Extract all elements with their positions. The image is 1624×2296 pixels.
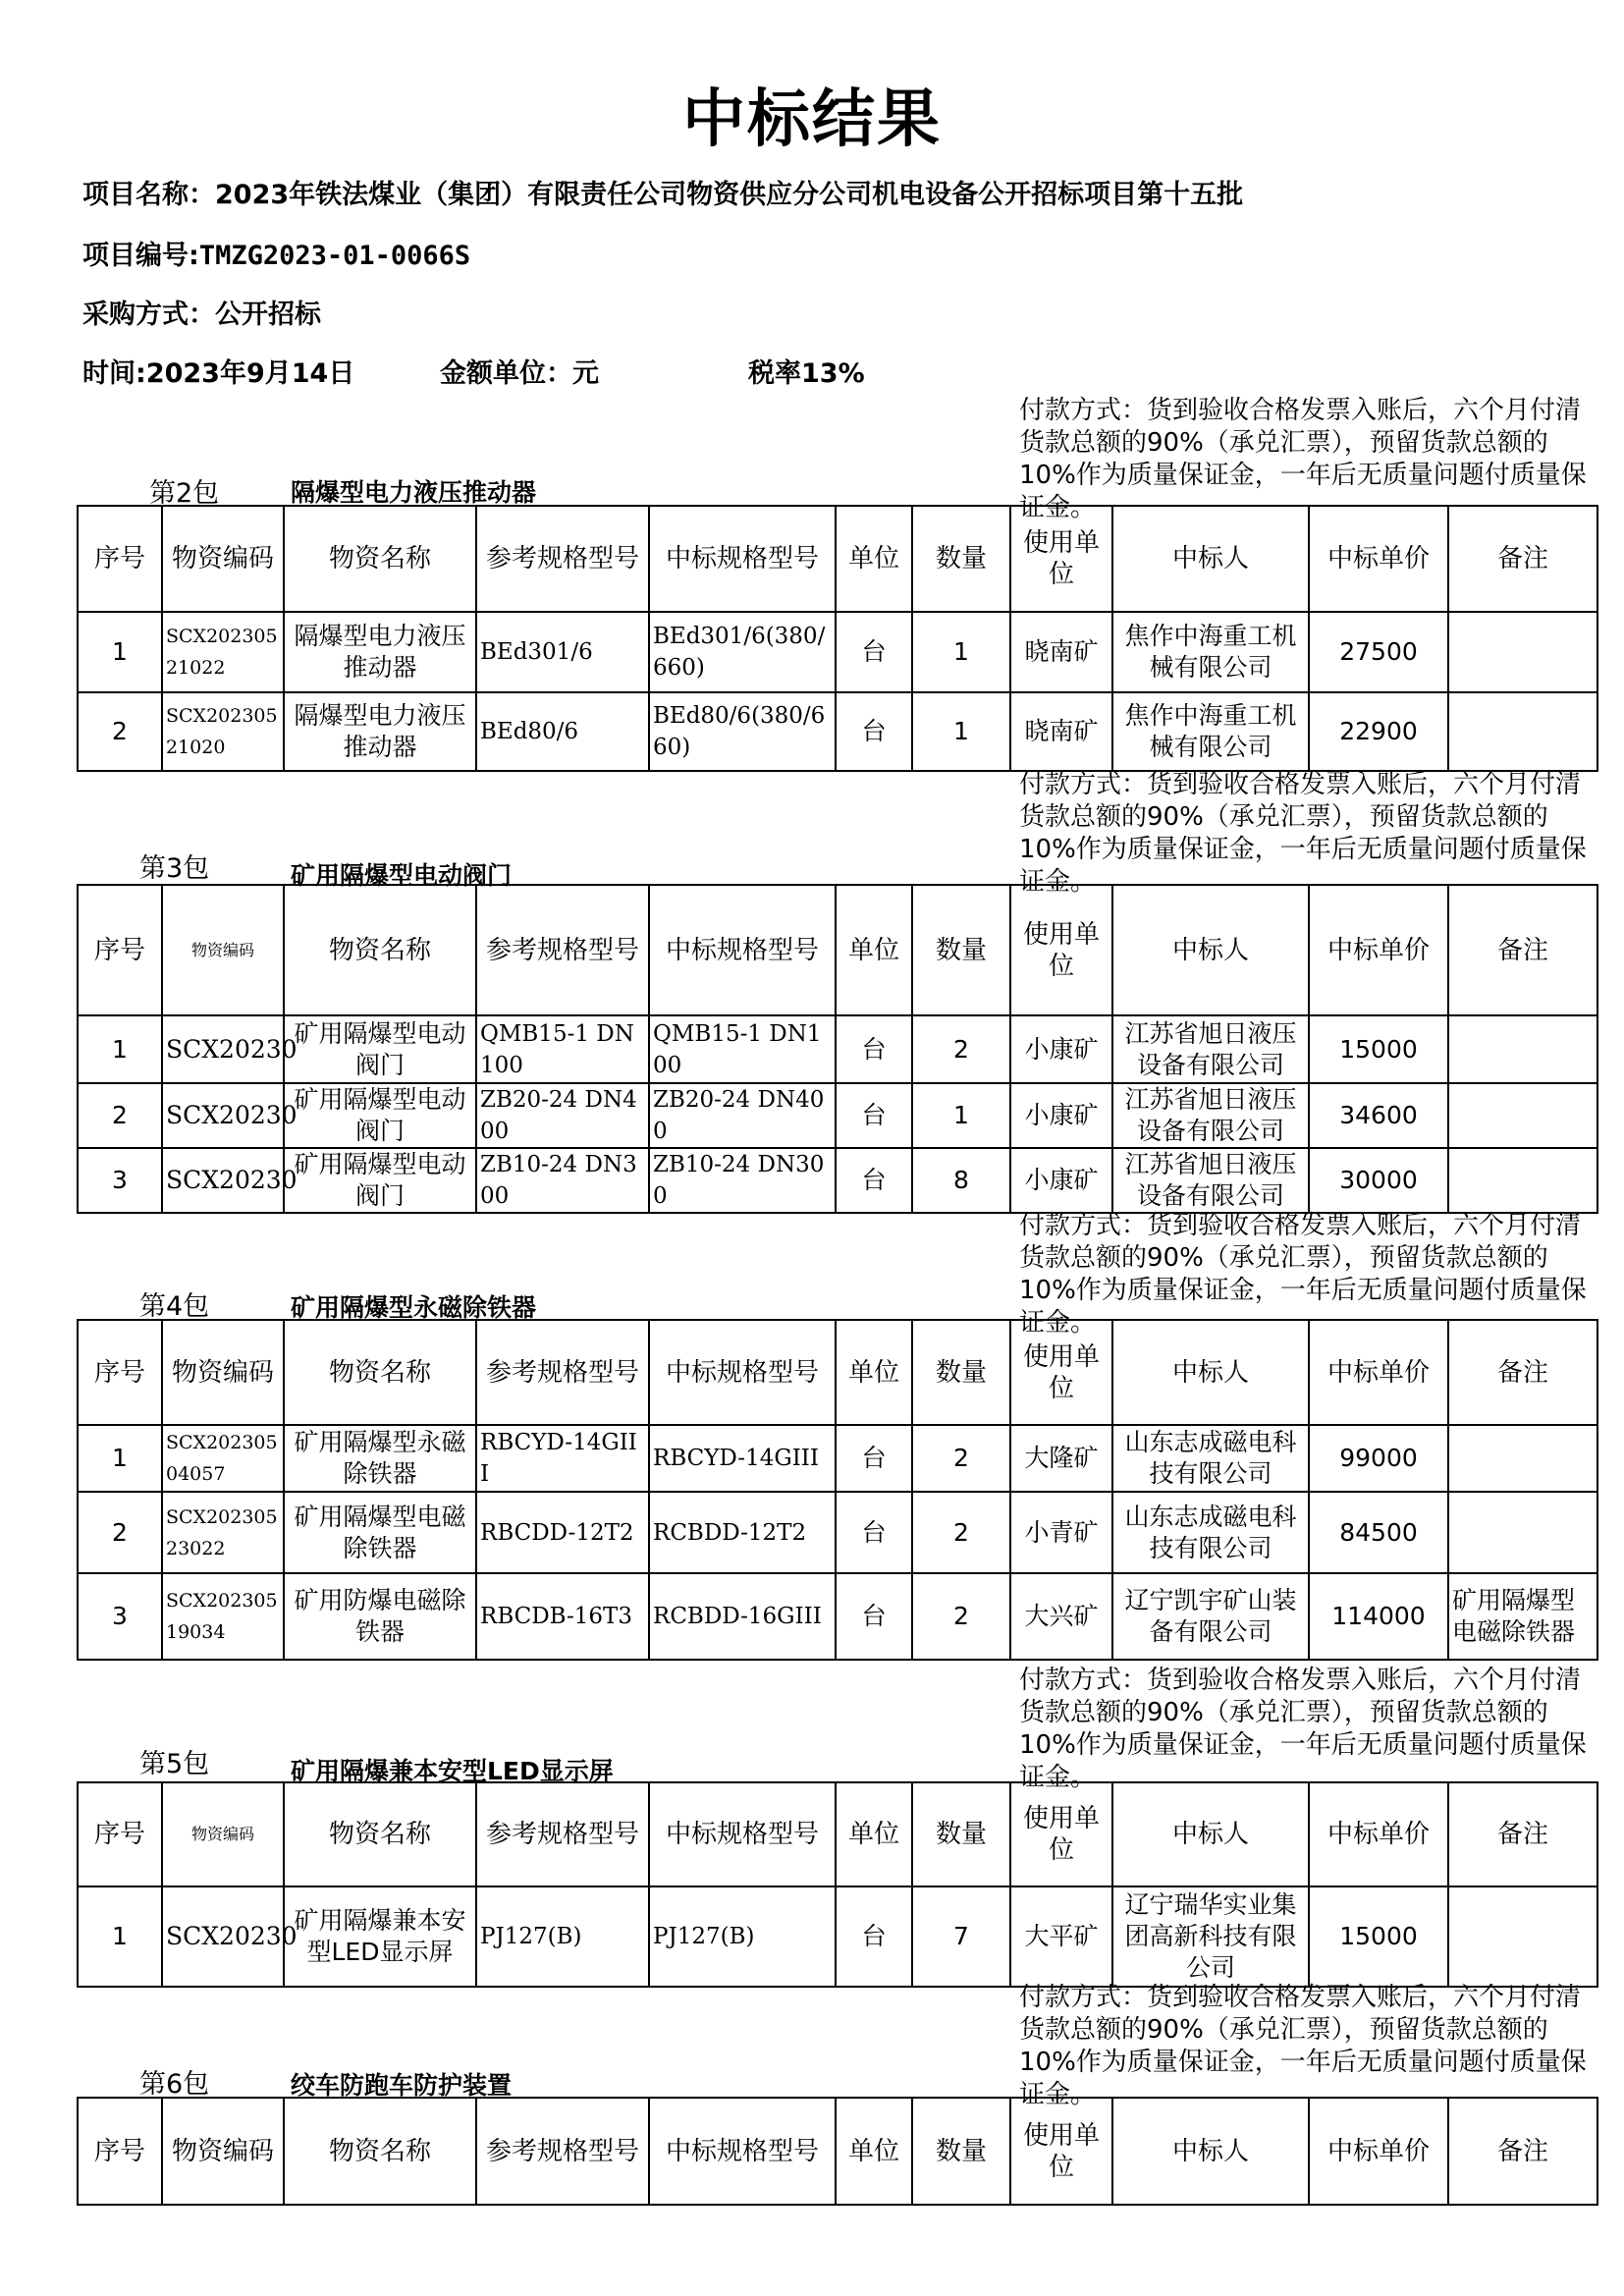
header-remark: 备注 xyxy=(1448,506,1597,612)
cell-winner: 辽宁瑞华实业集团高新科技有限公司 xyxy=(1112,1886,1309,1987)
time-value: 2023年9月14日 xyxy=(145,358,355,389)
header-unit: 单位 xyxy=(836,885,912,1015)
package-name: 矿用隔爆兼本安型LED显示屏 xyxy=(291,1757,614,1785)
cell-code: SCX20230 xyxy=(162,1015,284,1083)
cell-name: 矿用隔爆型电动阀门 xyxy=(284,1083,476,1148)
cell-qty: 8 xyxy=(912,1148,1010,1213)
cell-winner: 山东志成磁电科技有限公司 xyxy=(1112,1425,1309,1492)
cell-bid-spec: PJ127(B) xyxy=(649,1886,836,1987)
cell-ref-spec: BEd301/6 xyxy=(476,612,649,692)
cell-bid-spec: QMB15-1 DN100 xyxy=(649,1015,836,1083)
header-bid-spec: 中标规格型号 xyxy=(649,1782,836,1886)
cell-price: 34600 xyxy=(1309,1083,1448,1148)
header-name: 物资名称 xyxy=(284,1320,476,1425)
cell-code: SCX20230519034 xyxy=(162,1573,284,1660)
cell-qty: 2 xyxy=(912,1425,1010,1492)
header-unit: 单位 xyxy=(836,1320,912,1425)
header-winner: 中标人 xyxy=(1112,1782,1309,1886)
cell-bid-spec: BEd80/6(380/660) xyxy=(649,692,836,771)
time-label: 时间: xyxy=(82,358,146,389)
header-winner: 中标人 xyxy=(1112,1320,1309,1425)
cell-price: 99000 xyxy=(1309,1425,1448,1492)
cell-seq: 2 xyxy=(78,1492,162,1573)
cell-remark xyxy=(1448,692,1597,771)
package-number: 第2包 xyxy=(149,478,220,509)
tax-label: 税率 xyxy=(748,358,801,389)
cell-name: 矿用隔爆兼本安型LED显示屏 xyxy=(284,1886,476,1987)
cell-ref-spec: RBCYD-14GIII xyxy=(476,1425,649,1492)
cell-code: SCX20230 xyxy=(162,1083,284,1148)
table-row xyxy=(78,1886,1597,1987)
cell-code: SCX20230504057 xyxy=(162,1425,284,1492)
header-bid-spec: 中标规格型号 xyxy=(649,506,836,612)
header-code: 物资编码 xyxy=(162,885,284,1015)
header-name: 物资名称 xyxy=(284,1782,476,1886)
procurement-method-label: 采购方式： xyxy=(82,300,215,330)
cell-price: 30000 xyxy=(1309,1148,1448,1213)
header-remark: 备注 xyxy=(1448,1320,1597,1425)
cell-unit: 台 xyxy=(836,1083,912,1148)
payment-terms: 付款方式：货到验收合格发票入账后，六个月付清货款总额的90%（承兑汇票），预留货款总额的10%作为质量保证金，一年后无质量问题付质量保证金。 xyxy=(1019,770,1587,897)
cell-ref-spec: BEd80/6 xyxy=(476,692,649,771)
cell-code: SCX20230521022 xyxy=(162,612,284,692)
cell-price: 114000 xyxy=(1309,1573,1448,1660)
cell-user: 晓南矿 xyxy=(1010,612,1112,692)
cell-seq: 1 xyxy=(78,1015,162,1083)
cell-code: SCX20230 xyxy=(162,1886,284,1987)
procurement-method-value: 公开招标 xyxy=(215,300,321,330)
header-bid-spec: 中标规格型号 xyxy=(649,885,836,1015)
header-qty: 数量 xyxy=(912,885,1010,1015)
cell-user: 晓南矿 xyxy=(1010,692,1112,771)
cell-winner: 江苏省旭日液压设备有限公司 xyxy=(1112,1015,1309,1083)
cell-user: 小康矿 xyxy=(1010,1015,1112,1083)
header-qty: 数量 xyxy=(912,2098,1010,2205)
header-qty: 数量 xyxy=(912,1782,1010,1886)
table-row xyxy=(78,1015,1597,1083)
cell-price: 84500 xyxy=(1309,1492,1448,1573)
cell-name: 隔爆型电力液压推动器 xyxy=(284,612,476,692)
header-price: 中标单价 xyxy=(1309,1320,1448,1425)
header-code: 物资编码 xyxy=(162,1782,284,1886)
cell-remark xyxy=(1448,1083,1597,1148)
cell-winner: 江苏省旭日液压设备有限公司 xyxy=(1112,1083,1309,1148)
cell-name: 隔爆型电力液压推动器 xyxy=(284,692,476,771)
cell-remark xyxy=(1448,1015,1597,1083)
header-name: 物资名称 xyxy=(284,885,476,1015)
cell-user: 小康矿 xyxy=(1010,1083,1112,1148)
package-table xyxy=(77,1781,1598,1988)
header-ref-spec: 参考规格型号 xyxy=(476,1782,649,1886)
cell-winner: 焦作中海重工机械有限公司 xyxy=(1112,692,1309,771)
payment-terms: 付款方式：货到验收合格发票入账后，六个月付清货款总额的90%（承兑汇票），预留货款总额的10%作为质量保证金，一年后无质量问题付质量保证金。 xyxy=(1019,1211,1587,1338)
table-row xyxy=(78,612,1597,692)
cell-name: 矿用隔爆型永磁除铁器 xyxy=(284,1425,476,1492)
table-row xyxy=(78,1573,1597,1660)
header-ref-spec: 参考规格型号 xyxy=(476,885,649,1015)
table-header-row xyxy=(78,2098,1597,2205)
header-code: 物资编码 xyxy=(162,2098,284,2205)
cell-unit: 台 xyxy=(836,612,912,692)
cell-price: 15000 xyxy=(1309,1015,1448,1083)
cell-qty: 1 xyxy=(912,692,1010,771)
cell-remark: 矿用隔爆型电磁除铁器 xyxy=(1448,1573,1597,1660)
cell-ref-spec: RBCDD-12T2 xyxy=(476,1492,649,1573)
table-header-row xyxy=(78,1320,1597,1425)
tax-line xyxy=(748,352,865,390)
header-winner: 中标人 xyxy=(1112,506,1309,612)
cell-seq: 3 xyxy=(78,1573,162,1660)
package-name: 矿用隔爆型永磁除铁器 xyxy=(291,1293,537,1322)
cell-seq: 3 xyxy=(78,1148,162,1213)
header-user: 使用单位 xyxy=(1010,506,1112,612)
cell-winner: 山东志成磁电科技有限公司 xyxy=(1112,1492,1309,1573)
cell-unit: 台 xyxy=(836,1886,912,1987)
cell-winner: 辽宁凯宇矿山装备有限公司 xyxy=(1112,1573,1309,1660)
package-table xyxy=(77,884,1598,1214)
cell-seq: 2 xyxy=(78,1083,162,1148)
cell-qty: 1 xyxy=(912,1083,1010,1148)
cell-name: 矿用防爆电磁除铁器 xyxy=(284,1573,476,1660)
package-number: 第4包 xyxy=(139,1291,210,1322)
cell-qty: 1 xyxy=(912,612,1010,692)
header-code: 物资编码 xyxy=(162,506,284,612)
cell-user: 小康矿 xyxy=(1010,1148,1112,1213)
cell-winner: 焦作中海重工机械有限公司 xyxy=(1112,612,1309,692)
cell-price: 27500 xyxy=(1309,612,1448,692)
cell-ref-spec: RBCDB-16T3 xyxy=(476,1573,649,1660)
header-ref-spec: 参考规格型号 xyxy=(476,506,649,612)
cell-unit: 台 xyxy=(836,1425,912,1492)
header-user: 使用单位 xyxy=(1010,1320,1112,1425)
cell-winner: 江苏省旭日液压设备有限公司 xyxy=(1112,1148,1309,1213)
header-seq: 序号 xyxy=(78,1320,162,1425)
header-seq: 序号 xyxy=(78,506,162,612)
cell-seq: 1 xyxy=(78,612,162,692)
header-remark: 备注 xyxy=(1448,885,1597,1015)
cell-name: 矿用隔爆型电动阀门 xyxy=(284,1148,476,1213)
project-name-line xyxy=(82,173,1243,211)
cell-qty: 2 xyxy=(912,1492,1010,1573)
cell-ref-spec: QMB15-1 DN100 xyxy=(476,1015,649,1083)
cell-bid-spec: RCBDD-12T2 xyxy=(649,1492,836,1573)
header-name: 物资名称 xyxy=(284,2098,476,2205)
header-price: 中标单价 xyxy=(1309,1782,1448,1886)
header-price: 中标单价 xyxy=(1309,2098,1448,2205)
table-row xyxy=(78,692,1597,771)
cell-qty: 2 xyxy=(912,1573,1010,1660)
package-number: 第3包 xyxy=(139,853,210,884)
cell-qty: 7 xyxy=(912,1886,1010,1987)
table-row xyxy=(78,1425,1597,1492)
table-row xyxy=(78,1492,1597,1573)
header-seq: 序号 xyxy=(78,885,162,1015)
cell-code: SCX20230523022 xyxy=(162,1492,284,1573)
header-winner: 中标人 xyxy=(1112,885,1309,1015)
header-unit: 单位 xyxy=(836,1782,912,1886)
cell-name: 矿用隔爆型电动阀门 xyxy=(284,1015,476,1083)
header-unit: 单位 xyxy=(836,2098,912,2205)
cell-remark xyxy=(1448,612,1597,692)
header-code: 物资编码 xyxy=(162,1320,284,1425)
package-number: 第6包 xyxy=(139,2069,210,2100)
project-number-value: TMZG2023-01-0066S xyxy=(198,241,471,271)
package-name: 绞车防跑车防护装置 xyxy=(291,2071,513,2100)
header-seq: 序号 xyxy=(78,1782,162,1886)
cell-remark xyxy=(1448,1886,1597,1987)
cell-code: SCX20230 xyxy=(162,1148,284,1213)
header-unit: 单位 xyxy=(836,506,912,612)
cell-unit: 台 xyxy=(836,1148,912,1213)
cell-price: 15000 xyxy=(1309,1886,1448,1987)
package-name: 矿用隔爆型电动阀门 xyxy=(291,861,513,890)
procurement-method-line xyxy=(82,293,321,331)
package-table xyxy=(77,1319,1598,1661)
project-number-line xyxy=(82,234,470,272)
cell-seq: 1 xyxy=(78,1886,162,1987)
cell-user: 大隆矿 xyxy=(1010,1425,1112,1492)
cell-remark xyxy=(1448,1425,1597,1492)
project-name-value: 2023年铁法煤业（集团）有限责任公司物资供应分公司机电设备公开招标项目第十五批 xyxy=(215,180,1244,210)
header-seq: 序号 xyxy=(78,2098,162,2205)
payment-terms: 付款方式：货到验收合格发票入账后，六个月付清货款总额的90%（承兑汇票），预留货款总额的10%作为质量保证金，一年后无质量问题付质量保证金。 xyxy=(1019,1666,1587,1792)
cell-user: 大平矿 xyxy=(1010,1886,1112,1987)
header-price: 中标单价 xyxy=(1309,885,1448,1015)
package-number: 第5包 xyxy=(139,1749,210,1779)
header-user: 使用单位 xyxy=(1010,2098,1112,2205)
time-line xyxy=(82,352,354,390)
package-table xyxy=(77,505,1598,772)
cell-unit: 台 xyxy=(836,1492,912,1573)
table-row xyxy=(78,1148,1597,1213)
currency-label: 金额单位： xyxy=(440,358,572,389)
header-qty: 数量 xyxy=(912,1320,1010,1425)
cell-unit: 台 xyxy=(836,692,912,771)
cell-bid-spec: BEd301/6(380/660) xyxy=(649,612,836,692)
cell-user: 大兴矿 xyxy=(1010,1573,1112,1660)
header-qty: 数量 xyxy=(912,506,1010,612)
currency-value: 元 xyxy=(572,358,599,389)
table-row xyxy=(78,1083,1597,1148)
cell-qty: 2 xyxy=(912,1015,1010,1083)
header-user: 使用单位 xyxy=(1010,885,1112,1015)
project-number-label: 项目编号: xyxy=(82,241,199,271)
cell-price: 22900 xyxy=(1309,692,1448,771)
header-bid-spec: 中标规格型号 xyxy=(649,1320,836,1425)
page-title: 中标结果 xyxy=(682,83,942,156)
cell-remark xyxy=(1448,1492,1597,1573)
payment-terms: 付款方式：货到验收合格发票入账后，六个月付清货款总额的90%（承兑汇票），预留货款总额的10%作为质量保证金，一年后无质量问题付质量保证金。 xyxy=(1019,396,1587,522)
header-price: 中标单价 xyxy=(1309,506,1448,612)
cell-unit: 台 xyxy=(836,1573,912,1660)
cell-code: SCX20230521020 xyxy=(162,692,284,771)
header-remark: 备注 xyxy=(1448,2098,1597,2205)
cell-bid-spec: ZB10-24 DN300 xyxy=(649,1148,836,1213)
header-remark: 备注 xyxy=(1448,1782,1597,1886)
project-name-label: 项目名称： xyxy=(82,180,215,210)
package-name: 隔爆型电力液压推动器 xyxy=(291,478,537,507)
currency-line xyxy=(440,352,599,390)
cell-ref-spec: ZB20-24 DN400 xyxy=(476,1083,649,1148)
cell-bid-spec: RBCYD-14GIII xyxy=(649,1425,836,1492)
cell-seq: 1 xyxy=(78,1425,162,1492)
header-winner: 中标人 xyxy=(1112,2098,1309,2205)
cell-ref-spec: ZB10-24 DN300 xyxy=(476,1148,649,1213)
header-name: 物资名称 xyxy=(284,506,476,612)
header-ref-spec: 参考规格型号 xyxy=(476,2098,649,2205)
cell-remark xyxy=(1448,1148,1597,1213)
table-header-row xyxy=(78,506,1597,612)
cell-seq: 2 xyxy=(78,692,162,771)
payment-terms: 付款方式：货到验收合格发票入账后，六个月付清货款总额的90%（承兑汇票），预留货款总额的10%作为质量保证金，一年后无质量问题付质量保证金。 xyxy=(1019,1983,1587,2109)
header-ref-spec: 参考规格型号 xyxy=(476,1320,649,1425)
cell-bid-spec: ZB20-24 DN400 xyxy=(649,1083,836,1148)
cell-unit: 台 xyxy=(836,1015,912,1083)
cell-name: 矿用隔爆型电磁除铁器 xyxy=(284,1492,476,1573)
package-table xyxy=(77,2097,1598,2206)
tax-value: 13% xyxy=(801,358,865,389)
header-bid-spec: 中标规格型号 xyxy=(649,2098,836,2205)
header-user: 使用单位 xyxy=(1010,1782,1112,1886)
table-header-row xyxy=(78,1782,1597,1886)
table-header-row xyxy=(78,885,1597,1015)
cell-user: 小青矿 xyxy=(1010,1492,1112,1573)
cell-ref-spec: PJ127(B) xyxy=(476,1886,649,1987)
cell-bid-spec: RCBDD-16GIII xyxy=(649,1573,836,1660)
